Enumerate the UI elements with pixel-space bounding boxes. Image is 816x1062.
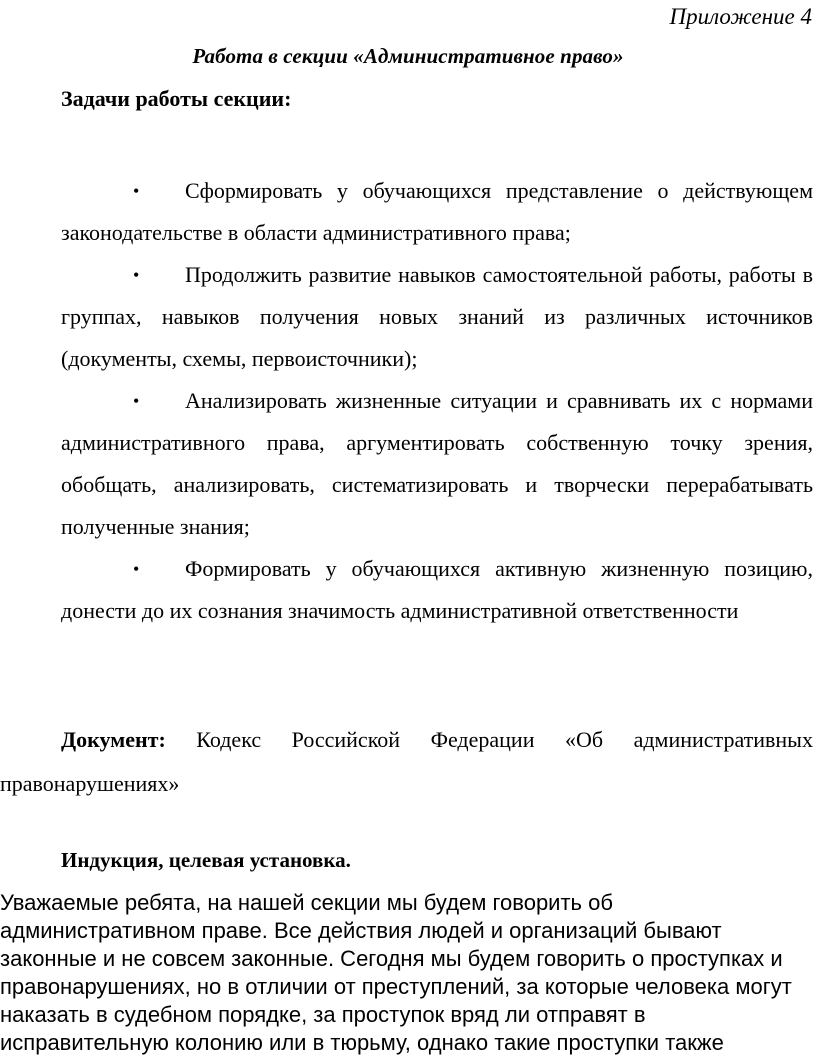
document-reference-line xyxy=(0,718,813,762)
tasks-heading: Задачи работы секции: xyxy=(61,86,292,111)
document-reference xyxy=(0,718,813,806)
document-word: «Об xyxy=(564,727,604,752)
task-text: Формировать у обучающихся активную жизненную позицию, донести до их сознания значимость административной ответственности xyxy=(61,556,813,623)
task-text: Продолжить развитие навыков самостоятельной работы, работы в группах, навыков получения новых знаний из различных источников (документы, схемы, первоисточники); xyxy=(61,262,813,371)
section-title: Работа в секции «Административное право» xyxy=(192,44,624,68)
induction-line: наказать в судебном порядке, за проступок вряд ли отправят в xyxy=(0,1002,646,1027)
appendix-label: Приложение 4 xyxy=(669,4,812,29)
bullet-icon: • xyxy=(133,391,140,411)
induction-line: законные и не совсем законные. Сегодня мы будем говорить о проступках и xyxy=(0,946,783,971)
induction-heading: Индукция, целевая установка. xyxy=(61,848,351,872)
induction-line: правонарушениях, но в отличии от преступлений, за которые человека могут xyxy=(0,974,792,999)
tasks-list xyxy=(61,170,813,632)
task-item xyxy=(61,254,813,380)
induction-line: исправительную колонию или в тюрьму, однако такие проступки также xyxy=(0,1030,724,1055)
task-item xyxy=(61,548,813,632)
task-item xyxy=(61,170,813,254)
bullet-icon: • xyxy=(133,559,140,579)
induction-line: административном праве. Все действия людей и организаций бывают xyxy=(0,918,722,943)
bullet-icon: • xyxy=(133,181,140,201)
induction-paragraph xyxy=(0,889,816,1057)
bullet-icon: • xyxy=(133,265,140,285)
task-item xyxy=(61,380,813,548)
task-text: Анализировать жизненные ситуации и сравнивать их с нормами административного права, аргументировать собственную точку зрения, обобщать, анализировать, систематизировать и творчески перерабатывать полученные знания; xyxy=(61,388,813,539)
document-word: Федерации xyxy=(430,727,535,752)
document-word: административных xyxy=(633,727,813,752)
document-label: Документ: xyxy=(61,727,166,752)
task-text: Сформировать у обучающихся представление о действующем законодательстве в области административного права; xyxy=(61,178,813,245)
document-reference-line2: правонарушениях» xyxy=(0,771,180,796)
document-word: Кодекс xyxy=(196,727,262,752)
document-word: Российской xyxy=(291,727,401,752)
induction-line: Уважаемые ребята, на нашей секции мы будем говорить об xyxy=(0,890,613,915)
